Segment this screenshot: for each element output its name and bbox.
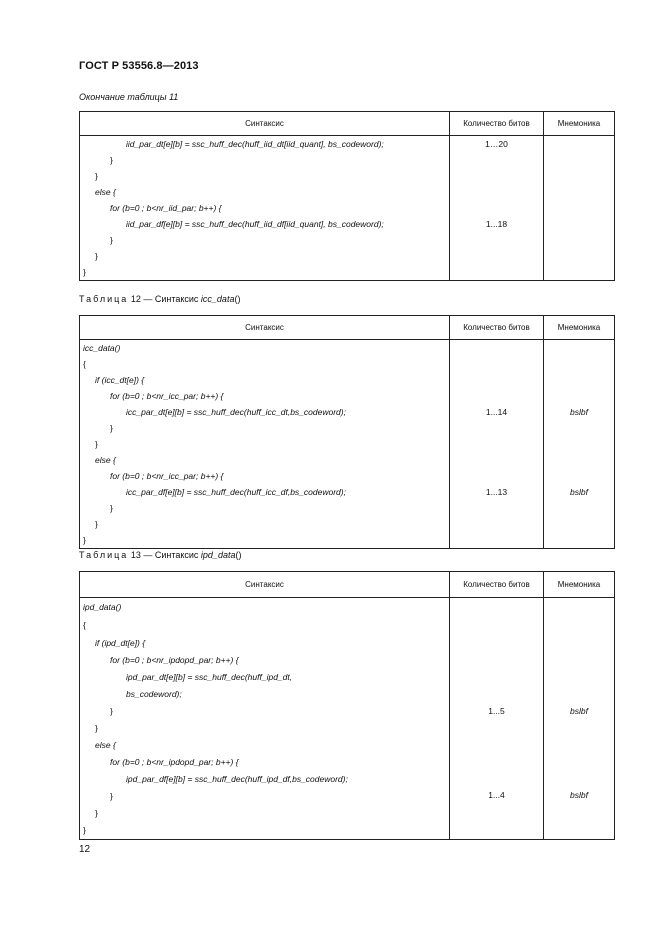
code-line: else { [95, 187, 116, 197]
bits-value: 1...14 [485, 407, 508, 417]
code-line: ipd_data() [83, 602, 122, 612]
mnemonic-value: bslbf [570, 706, 588, 716]
col-header-syntax: Синтаксис [80, 572, 450, 598]
code-line: iid_par_dt[e][b] = ssc_huff_dec(huff_iid_dt[iid_quant], bs_codeword); [126, 139, 384, 149]
code-line: } [95, 171, 98, 181]
col-header-bits: Количество битов [450, 112, 544, 136]
code-line: for (b=0 ; b<nr_icc_par; b++) { [110, 391, 224, 401]
col-header-bits: Количество битов [450, 316, 544, 340]
bits-value: 1...18 [485, 219, 508, 229]
code-line: } [110, 503, 113, 513]
code-line: iid_par_df[e][b] = ssc_huff_dec(huff_iid_df[iid_quant], bs_codeword); [126, 219, 384, 229]
code-line: } [110, 155, 113, 165]
code-line: ipd_par_dt[e][b] = ssc_huff_dec(huff_ipd_dt, [126, 672, 293, 682]
mnemonic-cell [544, 136, 615, 281]
document-header: ГОСТ Р 53556.8—2013 [79, 60, 199, 72]
code-line: } [95, 808, 98, 818]
bits-cell [450, 598, 544, 840]
mnemonic-value: bslbf [570, 790, 588, 800]
col-header-mnemonic: Мнемоника [544, 316, 615, 340]
code-line: } [95, 439, 98, 449]
code-line: } [83, 535, 86, 545]
syntax-cell [80, 340, 450, 549]
bits-cell [450, 136, 544, 281]
code-line: icc_par_dt[e][b] = ssc_huff_dec(huff_icc_dt,bs_codeword); [126, 407, 346, 417]
bits-value: 1...4 [488, 790, 505, 800]
code-line: } [83, 825, 86, 835]
code-line: icc_data() [83, 343, 121, 353]
mnemonic-cell [544, 598, 615, 840]
code-line: } [110, 706, 113, 716]
code-line: for (b=0 ; b<nr_icc_par; b++) { [110, 471, 224, 481]
mnemonic-value: bslbf [570, 407, 588, 417]
syntax-cell [80, 598, 450, 840]
code-line: } [110, 235, 113, 245]
table-12 [79, 315, 615, 549]
table-13 [79, 571, 615, 840]
code-line: for (b=0 ; b<nr_iid_par; b++) { [110, 203, 222, 213]
code-line: ipd_par_df[e][b] = ssc_huff_dec(huff_ipd_df,bs_codeword); [126, 774, 348, 784]
col-header-mnemonic: Мнемоника [544, 572, 615, 598]
table-continuation-label: Окончание таблицы 11 [79, 92, 179, 102]
code-line: else { [95, 455, 116, 465]
code-line: for (b=0 ; b<nr_ipdopd_par; b++) { [110, 655, 239, 665]
code-line: { [83, 359, 86, 369]
col-header-syntax: Синтаксис [80, 112, 450, 136]
code-line: else { [95, 740, 116, 750]
table-13-caption: Таблица 13 — Синтаксис ipd_data() [79, 550, 242, 560]
code-line: icc_par_df[e][b] = ssc_huff_dec(huff_icc_df,bs_codeword); [126, 487, 346, 497]
table-11 [79, 111, 615, 281]
mnemonic-cell [544, 340, 615, 549]
col-header-syntax: Синтаксис [80, 316, 450, 340]
table-12-caption: Таблица 12 — Синтаксис icc_data() [79, 294, 241, 304]
code-line: if (ipd_dt[e]) { [95, 638, 146, 648]
code-line: } [95, 519, 98, 529]
code-line: bs_codeword); [126, 689, 182, 699]
page-number: 12 [79, 844, 91, 855]
mnemonic-value: bslbf [570, 487, 588, 497]
bits-value: 1...13 [485, 487, 508, 497]
bits-value: 1…20 [485, 139, 508, 149]
syntax-cell [80, 136, 450, 281]
col-header-bits: Количество битов [450, 572, 544, 598]
code-line: } [95, 723, 98, 733]
bits-value: 1...5 [488, 706, 505, 716]
bits-cell [450, 340, 544, 549]
code-line: } [110, 423, 113, 433]
code-line: { [83, 620, 86, 630]
code-line: } [83, 267, 86, 277]
code-line: for (b=0 ; b<nr_ipdopd_par; b++) { [110, 757, 239, 767]
code-line: } [95, 251, 98, 261]
col-header-mnemonic: Мнемоника [544, 112, 615, 136]
code-line: } [110, 791, 113, 801]
code-line: if (icc_dt[e]) { [95, 375, 145, 385]
